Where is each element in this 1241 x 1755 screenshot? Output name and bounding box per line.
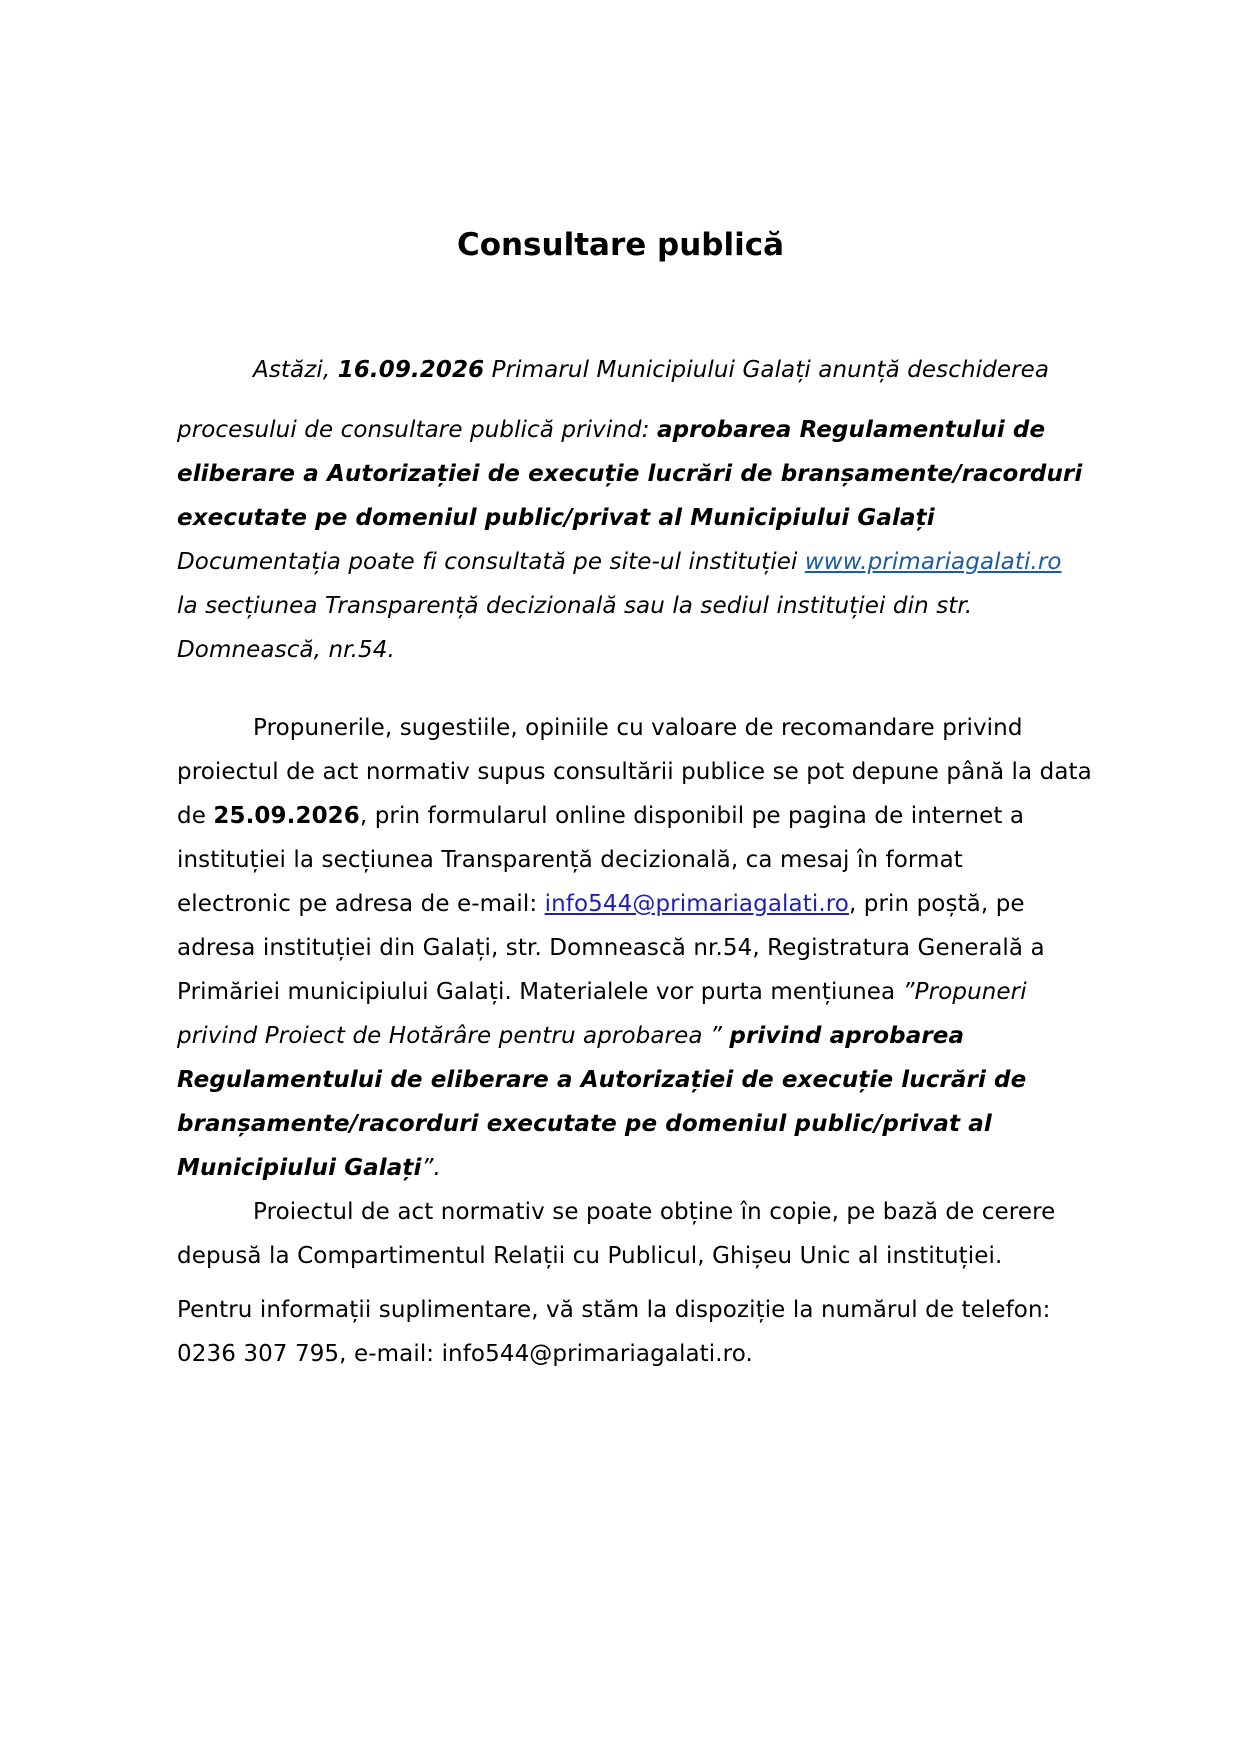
proposals-line: proiectul de act normativ supus consultării publice se pot depune până la data bbox=[177, 759, 1092, 785]
proposals-line: depusă la Compartimentul Relații cu Publicul, Ghișeu Unic al instituției. bbox=[177, 1243, 1003, 1269]
document-title: Consultare publică bbox=[456, 227, 785, 263]
contact-line: Pentru informații suplimentare, vă stăm la dispoziție la numărul de telefon: bbox=[177, 1297, 1051, 1323]
proposals-paragraph bbox=[177, 706, 1092, 1278]
proposals-line: instituției la secțiunea Transparență decizională, ca mesaj în format bbox=[177, 847, 963, 873]
deadline-date: 25.09.2026 bbox=[213, 803, 360, 829]
website-link[interactable]: www.primariagalati.ro bbox=[804, 549, 1062, 575]
proposals-line: Proiectul de act normativ se poate obține în copie, pe bază de cerere bbox=[253, 1199, 1056, 1225]
contact-line: 0236 307 795, e-mail: info544@primariagalati.ro. bbox=[177, 1341, 753, 1367]
line-gap bbox=[177, 392, 1077, 408]
announcement-line: Documentația poate fi consultată pe site-ul instituției www.primariagalati.ro bbox=[177, 549, 1062, 575]
proposals-line: electronic pe adresa de e-mail: info544@primariagalati.ro, prin poștă, pe bbox=[177, 891, 1025, 917]
announcement-date: 16.09.2026 bbox=[337, 357, 485, 383]
proposals-line: Municipiului Galați”. bbox=[177, 1155, 441, 1181]
announcement-line: la secțiunea Transparență decizională sau la sediul instituției din str. bbox=[177, 593, 973, 619]
proposals-line: de 25.09.2026, prin formularul online disponibil pe pagina de internet a bbox=[177, 803, 1025, 829]
proposals-line: Primăriei municipiului Galați. Materialele vor purta mențiunea ”Propuneri bbox=[177, 979, 1027, 1005]
subject-text: eliberare a Autorizației de execuție lucrări de branșamente/racorduri bbox=[177, 461, 1083, 487]
proposals-line: privind Proiect de Hotărâre pentru aprobarea ” privind aprobarea bbox=[177, 1023, 965, 1049]
announcement-line: procesului de consultare publică privind: aprobarea Regulamentului de bbox=[177, 417, 1046, 443]
subject-text: aprobarea Regulamentului de bbox=[656, 417, 1046, 443]
subject-text: Regulamentului de eliberare a Autorizației de execuție lucrări de bbox=[177, 1067, 1027, 1093]
proposals-line: Propunerile, sugestiile, opiniile cu valoare de recomandare privind bbox=[253, 715, 1023, 741]
proposals-line: adresa instituției din Galați, str. Domnească nr.54, Registratura Generală a bbox=[177, 935, 1045, 961]
announcement-paragraph bbox=[177, 348, 1083, 672]
announcement-line: Astăzi, 16.09.2026 Primarul Municipiului Galați anunță deschiderea bbox=[253, 357, 1050, 383]
subject-text: branșamente/racorduri executate pe domeniul public/privat al bbox=[177, 1111, 992, 1137]
announcement-line: Domnească, nr.54. bbox=[177, 637, 395, 663]
contact-paragraph bbox=[177, 1288, 1077, 1376]
email-link[interactable]: info544@primariagalati.ro bbox=[544, 891, 849, 917]
subject-text: executate pe domeniul public/privat al Municipiului Galați bbox=[177, 505, 935, 531]
